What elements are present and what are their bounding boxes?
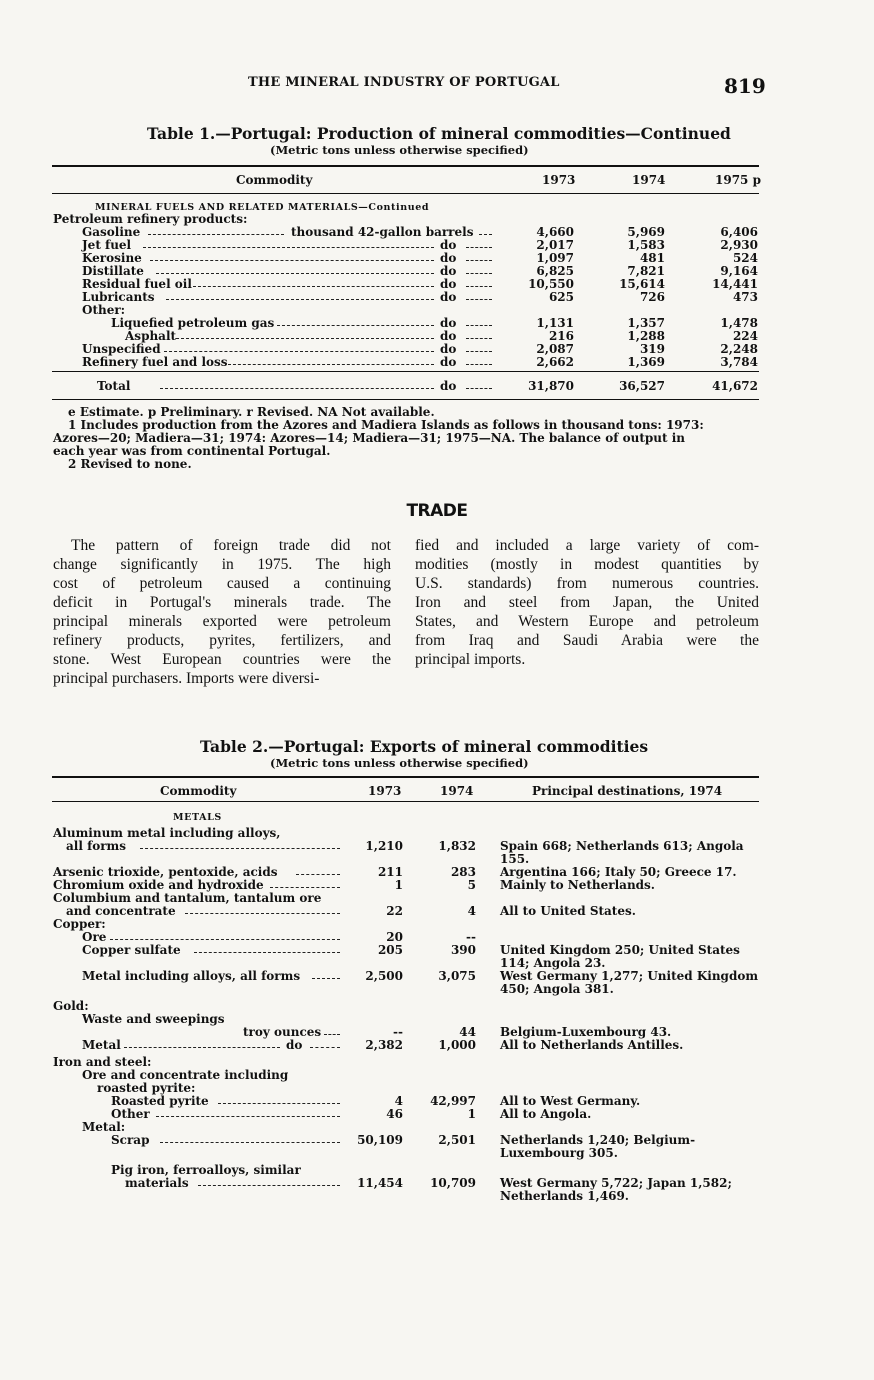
table2-row-label: Ore — [82, 930, 107, 944]
table2-row-label: Metal — [82, 1038, 121, 1052]
table1-col-1975: 1975 p — [715, 173, 761, 187]
table1-top-rule — [52, 165, 759, 167]
leader-dots — [277, 325, 434, 326]
table1-total-1974: 36,527 — [619, 379, 665, 393]
table2-row-label: Columbium and tantalum, tantalum ore — [53, 891, 322, 905]
leader-dots — [185, 913, 340, 914]
footnote-1-line1: 1 Includes production from the Azores and Madiera Islands as follows in thousand tons: 1973: — [68, 418, 704, 432]
paragraph-line: principal imports. — [415, 651, 526, 668]
footnote-legend: e Estimate. p Preliminary. r Revised. NA Not available. — [68, 405, 435, 419]
table2-cell-1973: 1 — [394, 878, 403, 892]
table2-row-label: roasted pyrite: — [97, 1081, 196, 1095]
table1-row-unit: do — [440, 264, 457, 278]
table1-total-unit: do — [440, 379, 457, 393]
table1-row-unit: do — [440, 316, 457, 330]
table2-cell-destinations: All to United States. — [500, 904, 636, 918]
table1-cell-1973: 216 — [548, 329, 574, 343]
leader-dots — [312, 978, 340, 979]
table2-cell-destinations: Spain 668; Netherlands 613; Angola 155. — [500, 839, 744, 866]
table2-cell-destinations: All to Netherlands Antilles. — [500, 1038, 684, 1052]
table1-title: Table 1.—Portugal: Production of mineral commodities—Continued — [147, 124, 731, 143]
leader-dots — [466, 325, 492, 326]
section-heading-trade: TRADE — [406, 501, 468, 521]
leader-dots — [124, 1047, 280, 1048]
table1-cell-1974: 1,288 — [627, 329, 665, 343]
table1-cell-1975: 3,784 — [720, 355, 758, 369]
table1-cell-1975: 1,478 — [720, 316, 758, 330]
table2-row-label: Chromium oxide and hydroxide — [53, 878, 264, 892]
table2-row-label: Copper: — [53, 917, 106, 931]
table2-col-commodity: Commodity — [160, 784, 237, 798]
leader-dots — [176, 338, 434, 339]
table2-cell-1974: 4 — [467, 904, 476, 918]
table2-cell-1973: 1,210 — [365, 839, 403, 853]
table2-col-1973: 1973 — [368, 784, 402, 798]
table1-cell-1974: 481 — [639, 251, 665, 265]
table2-cell-destinations: West Germany 1,277; United Kingdom 450; Angola 381. — [500, 969, 759, 996]
table2-row-label: Iron and steel: — [53, 1055, 152, 1069]
table1-cell-1975: 14,441 — [712, 277, 758, 291]
table2-cell-1974: 283 — [450, 865, 476, 879]
table2-cell-destinations: West Germany 5,722; Japan 1,582; Netherlands 1,469. — [500, 1176, 732, 1203]
table1-cell-1974: 1,369 — [627, 355, 665, 369]
leader-dots — [466, 286, 492, 287]
table1-row-unit: thousand 42-gallon barrels — [291, 225, 474, 239]
table2-section-label: METALS — [173, 812, 222, 823]
page-number: 819 — [724, 74, 766, 98]
leader-dots — [324, 1034, 340, 1035]
table1-cell-1973: 2,087 — [536, 342, 574, 356]
table1-cell-1974: 7,821 — [627, 264, 665, 278]
leader-dots — [198, 1185, 340, 1186]
table2-cell-destinations: Argentina 166; Italy 50; Greece 17. — [500, 865, 737, 879]
table2-subtitle: (Metric tons unless otherwise specified) — [270, 756, 529, 770]
paragraph-line: fied and included a large variety of com- — [415, 537, 759, 554]
table2-cell-1973: 50,109 — [357, 1133, 403, 1147]
table1-cell-1974: 5,969 — [627, 225, 665, 239]
table2-cell-1974: 3,075 — [438, 969, 476, 983]
table1-row-label: Liquefied petroleum gas — [111, 316, 275, 330]
table2-title: Table 2.—Portugal: Exports of mineral commodities — [200, 737, 649, 756]
table1-row-label: Refinery fuel and loss — [82, 355, 228, 369]
table2-row-label: Copper sulfate — [82, 943, 181, 957]
table1-row-label: Kerosine — [82, 251, 142, 265]
paragraph-line: principal minerals exported were petroleum — [53, 613, 391, 630]
table1-row-unit: do — [440, 342, 457, 356]
paragraph-line: The pattern of foreign trade did not — [71, 537, 391, 554]
table2-cell-destinations: Netherlands 1,240; Belgium-Luxembourg 305. — [500, 1133, 696, 1160]
table1-total-rule — [52, 371, 759, 372]
table2-row-label: Other — [111, 1107, 150, 1121]
table1-cell-1973: 2,662 — [536, 355, 574, 369]
paragraph-line: Iron and steel from Japan, the United — [415, 594, 759, 611]
table1-cell-1973: 1,097 — [536, 251, 574, 265]
leader-dots — [466, 260, 492, 261]
leader-dots — [479, 234, 492, 235]
leader-dots — [140, 848, 340, 849]
table1-total-1973: 31,870 — [528, 379, 574, 393]
table1-cell-1974: 1,583 — [627, 238, 665, 252]
paragraph-line: from Iraq and Saudi Arabia were the — [415, 632, 759, 649]
table2-row-label-cont: all forms — [66, 839, 127, 853]
leader-dots — [143, 247, 434, 248]
table1-group-label: Petroleum refinery products: — [53, 212, 248, 226]
paragraph-line: change significantly in 1975. The high — [53, 556, 391, 573]
leader-dots — [228, 364, 434, 365]
table1-cell-1973: 6,825 — [536, 264, 574, 278]
leader-dots — [466, 273, 492, 274]
table1-row-label: Jet fuel — [82, 238, 132, 252]
table2-cell-1973: 2,500 — [365, 969, 403, 983]
table2-cell-destinations: All to Angola. — [500, 1107, 592, 1121]
table2-cell-1974: 390 — [450, 943, 476, 957]
table1-row-label: Distillate — [82, 264, 144, 278]
leader-dots — [270, 887, 340, 888]
table2-row-label: Scrap — [111, 1133, 150, 1147]
table2-cell-1973: 46 — [386, 1107, 403, 1121]
table1-cell-1974: 726 — [639, 290, 665, 304]
table2-cell-1973: 22 — [386, 904, 403, 918]
table1-col-commodity: Commodity — [236, 173, 313, 187]
trade-paragraph-left — [53, 536, 391, 688]
table2-cell-1973: 11,454 — [357, 1176, 403, 1190]
leader-dots — [194, 952, 340, 953]
table2-row-label-cont: materials — [125, 1176, 189, 1190]
table2-cell-1974: 42,997 — [430, 1094, 476, 1108]
table1-cell-1973: 4,660 — [536, 225, 574, 239]
table2-row-label: Ore and concentrate including — [82, 1068, 289, 1082]
leader-dots — [160, 388, 434, 389]
table1-cell-1973: 1,131 — [536, 316, 574, 330]
leader-dots — [164, 351, 434, 352]
table2-cell-1973: 20 — [386, 930, 403, 944]
leader-dots — [466, 351, 492, 352]
table2-col-destinations: Principal destinations, 1974 — [532, 784, 723, 798]
table2-cell-1974: 1,832 — [438, 839, 476, 853]
trade-paragraph-right — [415, 536, 759, 669]
leader-dots — [466, 364, 492, 365]
table2-row-label: Arsenic trioxide, pentoxide, acids — [53, 865, 278, 879]
leader-dots — [160, 1142, 340, 1143]
leader-dots — [310, 1047, 340, 1048]
table2-row-label: Pig iron, ferroalloys, similar — [111, 1163, 301, 1177]
paragraph-line: modities (mostly in modest quantities by — [415, 556, 759, 573]
paragraph-line: principal purchasers. Imports were diversi- — [53, 670, 320, 687]
table2-row-label-cont: and concentrate — [66, 904, 176, 918]
table2-cell-1974: 44 — [459, 1025, 476, 1039]
table1-row-unit: do — [440, 329, 457, 343]
paragraph-line: U.S. standards) from numerous countries. — [415, 575, 759, 592]
table2-header-rule — [52, 801, 759, 802]
table2-cell-destinations: Belgium-Luxembourg 43. — [500, 1025, 672, 1039]
leader-dots — [466, 247, 492, 248]
paragraph-line: States, and Western Europe and petroleum — [415, 613, 759, 630]
table2-col-1974: 1974 — [440, 784, 474, 798]
leader-dots — [296, 874, 340, 875]
leader-dots — [156, 1116, 340, 1117]
table2-row-label: Metal including alloys, all forms — [82, 969, 301, 983]
table1-header-rule — [52, 193, 759, 194]
leader-dots — [148, 234, 284, 235]
footnote-1-line2: Azores—20; Madiera—31; 1974: Azores—14; Madiera—31; 1975—NA. The balance of output in — [53, 431, 685, 445]
leader-dots — [193, 286, 434, 287]
leader-dots — [466, 388, 492, 389]
table1-section-label: MINERAL FUELS AND RELATED MATERIALS—Continued — [95, 202, 430, 213]
running-head: THE MINERAL INDUSTRY OF PORTUGAL — [248, 75, 560, 90]
table1-row-unit: do — [440, 251, 457, 265]
table1-cell-1974: 319 — [639, 342, 665, 356]
table2-cell-destinations: Mainly to Netherlands. — [500, 878, 655, 892]
table1-cell-1973: 2,017 — [536, 238, 574, 252]
table2-cell-1974: -- — [466, 930, 476, 944]
table1-cell-1973: 625 — [548, 290, 574, 304]
table1-col-1974: 1974 — [632, 173, 666, 187]
table1-cell-1974: 15,614 — [619, 277, 665, 291]
table1-cell-1975: 2,930 — [720, 238, 758, 252]
paragraph-line: deficit in Portugal's minerals trade. The — [53, 594, 391, 611]
paragraph-line: refinery products, pyrites, fertilizers, and — [53, 632, 391, 649]
leader-dots — [156, 273, 434, 274]
table1-cell-1975: 473 — [732, 290, 758, 304]
table1-cell-1973: 10,550 — [528, 277, 574, 291]
table1-row-label: Residual fuel oil — [82, 277, 192, 291]
table1-cell-1975: 9,164 — [720, 264, 758, 278]
table1-row-unit: do — [440, 277, 457, 291]
table2-cell-destinations: All to West Germany. — [500, 1094, 641, 1108]
table2-cell-1973: 205 — [377, 943, 403, 957]
leader-dots — [218, 1103, 340, 1104]
table1-row-label: Lubricants — [82, 290, 155, 304]
table1-subtitle: (Metric tons unless otherwise specified) — [270, 143, 529, 157]
table2-row-label: Metal: — [82, 1120, 126, 1134]
table1-col-1973: 1973 — [542, 173, 576, 187]
paragraph-line: stone. West European countries were the — [53, 651, 391, 668]
table2-row-label: troy ounces — [243, 1025, 322, 1039]
table1-cell-1975: 2,248 — [720, 342, 758, 356]
table1-row-label: Unspecified — [82, 342, 161, 356]
table2-row-label: Aluminum metal including alloys, — [53, 826, 281, 840]
leader-dots — [110, 939, 340, 940]
table2-top-rule — [52, 776, 759, 778]
table1-row-unit: do — [440, 290, 457, 304]
table1-total-label: Total — [97, 379, 131, 393]
table1-row-unit: do — [440, 355, 457, 369]
table2-cell-1974: 1 — [467, 1107, 476, 1121]
table2-cell-1974: 5 — [467, 878, 476, 892]
table2-cell-1974: 1,000 — [438, 1038, 476, 1052]
table1-row-unit: do — [440, 238, 457, 252]
table1-row-label: Asphalt — [125, 329, 177, 343]
leader-dots — [466, 338, 492, 339]
paragraph-line: cost of petroleum caused a continuing — [53, 575, 391, 592]
table2-cell-1974: 2,501 — [438, 1133, 476, 1147]
table2-cell-1973: 211 — [377, 865, 403, 879]
footnote-1-line3: each year was from continental Portugal. — [53, 444, 331, 458]
table2-cell-1973: -- — [393, 1025, 403, 1039]
table1-row-label: Other: — [82, 303, 126, 317]
table1-total-1975: 41,672 — [712, 379, 758, 393]
table2-row-label: Waste and sweepings — [82, 1012, 225, 1026]
leader-dots — [166, 299, 434, 300]
table1-row-label: Gasoline — [82, 225, 141, 239]
table1-cell-1975: 6,406 — [720, 225, 758, 239]
table2-cell-1973: 4 — [394, 1094, 403, 1108]
table1-cell-1975: 524 — [732, 251, 758, 265]
table1-cell-1975: 224 — [732, 329, 758, 343]
table1-cell-1974: 1,357 — [627, 316, 665, 330]
footnote-2: 2 Revised to none. — [68, 457, 192, 471]
table2-row-label: Roasted pyrite — [111, 1094, 209, 1108]
leader-dots — [466, 299, 492, 300]
table2-row-unit: do — [286, 1038, 303, 1052]
table2-cell-1973: 2,382 — [365, 1038, 403, 1052]
table2-cell-1974: 10,709 — [430, 1176, 476, 1190]
leader-dots — [150, 260, 434, 261]
table2-cell-destinations: United Kingdom 250; United States 114; Angola 23. — [500, 943, 740, 970]
table1-bottom-rule — [52, 399, 759, 400]
table2-row-label: Gold: — [53, 999, 89, 1013]
